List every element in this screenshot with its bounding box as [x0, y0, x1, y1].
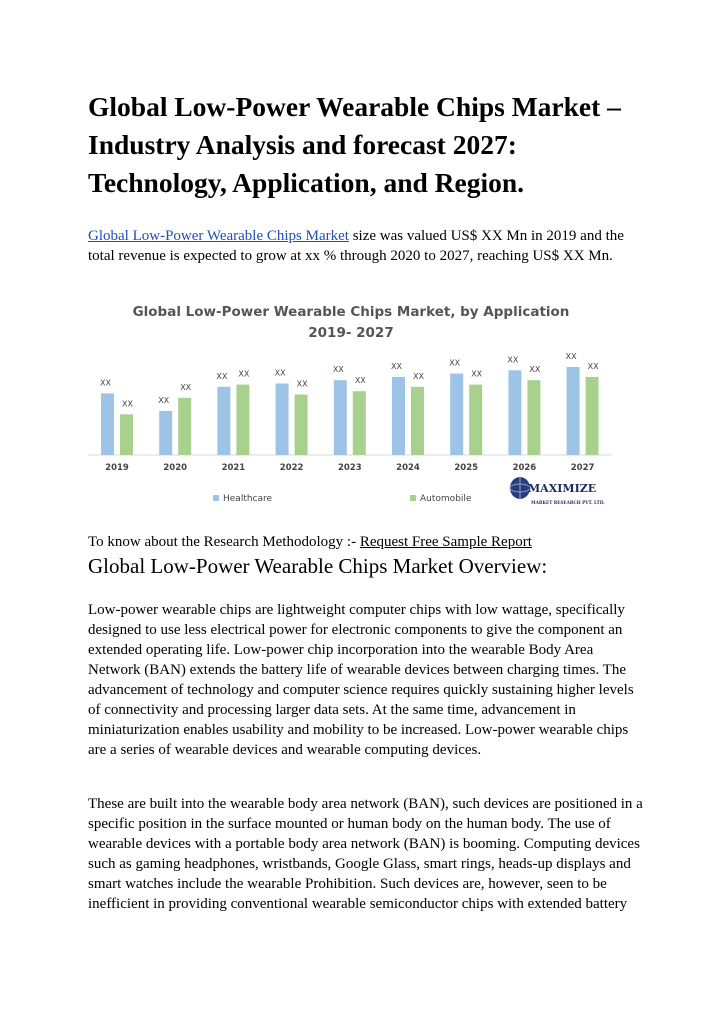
data-label-automobile-2023: XX: [354, 376, 366, 386]
bar-healthcare-2026: [508, 370, 521, 455]
x-tick-label-2019: 2019: [105, 463, 129, 473]
bar-healthcare-2024: [392, 377, 405, 455]
data-label-healthcare-2027: XX: [565, 352, 577, 361]
bar-healthcare-2019: [101, 393, 114, 455]
legend: [213, 494, 472, 504]
bar-automobile-2024: [411, 387, 424, 455]
company-logo: [510, 477, 605, 505]
data-label-healthcare-2024: XX: [391, 361, 402, 371]
data-label-automobile-2027: XX: [587, 361, 599, 371]
data-label-automobile-2019: XX: [122, 399, 133, 409]
bar-healthcare-2020: [159, 411, 172, 455]
data-label-healthcare-2020: XX: [158, 396, 170, 405]
research-methodology-line: [88, 532, 648, 552]
bar-healthcare-2021: [217, 387, 230, 455]
bar-automobile-2025: [469, 385, 482, 455]
application-bar-chart: [88, 293, 633, 515]
research-prefix: To know about the Research Methodology :-: [88, 534, 360, 550]
bars-layer: [100, 352, 599, 455]
bar-healthcare-2027: [567, 367, 580, 455]
intro-text: size was valued US$ XX Mn in 2019 and the total revenue is expected to grow at xx % through 2020 to 2027, reaching US$ XX Mn.: [88, 228, 624, 264]
legend-label-healthcare: Healthcare: [223, 494, 273, 504]
legend-swatch-automobile: [410, 495, 416, 501]
x-tick-label-2021: 2021: [221, 463, 246, 473]
bar-automobile-2023: [353, 391, 366, 455]
data-label-automobile-2020: XX: [180, 382, 192, 392]
logo-main-text: MAXIMIZE: [528, 482, 597, 495]
chart-title-line1: Global Low-Power Wearable Chips Market, by Application: [132, 304, 570, 320]
chart-title-line2: 2019- 2027: [308, 325, 394, 341]
x-tick-label-2027: 2027: [570, 463, 595, 473]
x-ticks-layer: [105, 463, 594, 473]
x-tick-label-2022: 2022: [279, 463, 304, 473]
overview-heading: Global Low-Power Wearable Chips Market Overview:: [88, 554, 548, 578]
bar-healthcare-2022: [276, 384, 289, 456]
legend-label-automobile: Automobile: [420, 494, 472, 504]
chart-canvas: [88, 293, 633, 515]
page-title: Global Low-Power Wearable Chips Market – Industry Analysis and forecast 2027: Technology, Application, and Region.: [88, 91, 621, 198]
x-tick-label-2025: 2025: [454, 463, 479, 473]
bar-automobile-2021: [236, 385, 249, 455]
data-label-healthcare-2023: XX: [332, 365, 344, 375]
bar-automobile-2019: [120, 414, 133, 455]
x-tick-label-2026: 2026: [512, 463, 537, 473]
data-label-automobile-2021: XX: [238, 369, 250, 379]
data-label-healthcare-2026: XX: [507, 355, 519, 365]
overview-paragraph-2: These are built into the wearable body area network (BAN), such devices are positioned in a specific position in the surface mounted or human body on the human body. The use of wearable devices with a portable body area network (BAN) is booming. Computing devices such as gaming headphones, wristbands, Google Glass, smart rings, heads-up displays and smart watches include the wearable Prohibition. Such devices are, however, seen to be inefficient in providing conventional wearable semiconductor chips with extended battery: [88, 796, 643, 912]
data-label-automobile-2026: XX: [529, 365, 541, 375]
bar-automobile-2022: [295, 395, 308, 456]
bar-automobile-2027: [586, 377, 599, 455]
data-label-healthcare-2021: XX: [216, 371, 228, 381]
x-tick-label-2023: 2023: [337, 463, 362, 473]
bar-automobile-2020: [178, 398, 191, 455]
bar-healthcare-2025: [450, 374, 463, 455]
data-label-healthcare-2025: XX: [449, 358, 461, 368]
data-label-healthcare-2022: XX: [274, 368, 286, 378]
bar-healthcare-2023: [334, 380, 347, 455]
intro-paragraph: [88, 226, 648, 266]
legend-swatch-healthcare: [213, 495, 219, 501]
overview-paragraph-1: Low-power wearable chips are lightweight computer chips with low wattage, specifically designed to use less electrical power for electronic components to give the component an extended operating life. Low-power chip incorporation into the wearable Body Area Network (BAN) extends the battery life of wearable devices between charging times. The advancement of technology and computer science requires quickly sustaining higher levels of connectivity and processing larger data sets. At the same time, advancement in miniaturization enables usability and mobility to be increased. Low-power wearable chips are a series of wearable devices and wearable computing devices.: [88, 602, 634, 758]
x-tick-label-2024: 2024: [396, 463, 420, 473]
x-tick-label-2020: 2020: [163, 463, 188, 473]
bar-automobile-2026: [527, 380, 540, 455]
data-label-healthcare-2019: XX: [100, 378, 111, 388]
data-label-automobile-2025: XX: [471, 369, 483, 379]
logo-sub-text: MARKET RESEARCH PVT. LTD.: [531, 500, 605, 505]
data-label-automobile-2022: XX: [296, 379, 308, 389]
request-sample-link[interactable]: Request Free Sample Report: [359, 534, 532, 550]
market-link[interactable]: Global Low-Power Wearable Chips Market: [88, 228, 349, 244]
data-label-automobile-2024: XX: [413, 371, 424, 381]
